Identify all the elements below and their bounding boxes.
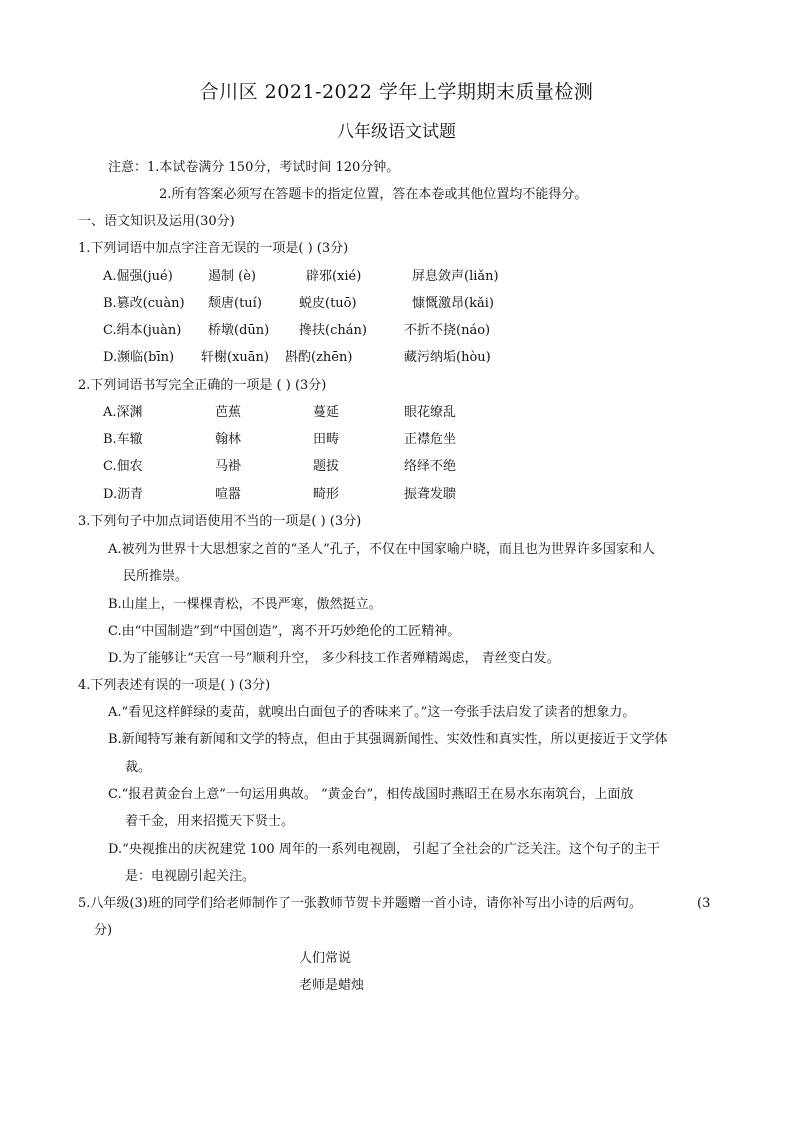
q2-option-a-col4: 眼花缭乱 bbox=[404, 405, 457, 420]
q2-stem: 2.下列词语书写完全正确的一项是 ( ) (3分) bbox=[78, 378, 327, 393]
notice-line-1: 注意：1.本试卷满分 150分，考试时间 120分钟。 bbox=[108, 160, 400, 175]
q2-option-b-col4: 正襟危坐 bbox=[404, 432, 457, 447]
q2-option-c-col3: 题拔 bbox=[313, 459, 340, 474]
q2-option-c-col4: 络绎不绝 bbox=[404, 459, 457, 474]
notice-line-2: 2.所有答案必须写在答题卡的指定位置，答在本卷或其他位置均不能得分。 bbox=[159, 187, 588, 202]
q4-option-c: C.“报君黄金台上意”一句运用典故。 “黄金台”，相传战国时燕昭王在易水东南筑台，上面放 bbox=[108, 787, 634, 802]
q3-option-c: C.由“中国制造”到“中国创造”，离不开巧妙绝伦的工匠精神。 bbox=[108, 624, 461, 639]
q5-score: (3 bbox=[697, 896, 711, 911]
q1-option-d-col2: 轩榭(xuān) bbox=[201, 350, 269, 365]
q1-option-c-col4: 不折不挠(náo) bbox=[404, 323, 491, 338]
q1-stem: 1.下列词语中加点字注音无误的一项是( ) (3分) bbox=[78, 241, 349, 256]
q2-option-c-col1: C.佃农 bbox=[103, 459, 143, 474]
q1-option-d-col1: D.濒临(bīn) bbox=[103, 350, 175, 365]
q1-option-a-col3: 辟邪(xié) bbox=[306, 269, 362, 284]
q1-option-a-col4: 屏息敛声(liǎn) bbox=[412, 269, 499, 284]
q1-option-b-col4: 慷慨激昂(kǎi) bbox=[412, 296, 494, 311]
q2-option-b-col1: B.车辙 bbox=[103, 432, 143, 447]
q1-option-c-col1: C.绢本(juàn) bbox=[103, 323, 182, 338]
q2-option-a-col1: A.深渊 bbox=[103, 405, 143, 420]
section-heading: 一、语文知识及运用(30分) bbox=[78, 214, 235, 229]
q1-option-c-col2: 桥墩(dūn) bbox=[208, 323, 270, 338]
q3-stem: 3.下列句子中加点词语使用不当的一项是( ) (3分) bbox=[78, 514, 362, 529]
q5-poem-line-2: 老师是蜡烛 bbox=[299, 978, 365, 993]
q4-option-b: B.新闻特写兼有新闻和文学的特点，但由于其强调新闻性、实效性和真实性，所以更接近于文学体 bbox=[108, 732, 668, 747]
q2-option-c-col2: 马褂 bbox=[215, 459, 242, 474]
q5-stem-continued: 分) bbox=[94, 923, 113, 938]
q1-option-a-col2: 遏制 (è) bbox=[208, 269, 256, 284]
q1-option-a-col1: A.倔强(jué) bbox=[103, 269, 173, 284]
page-title: 合川区 2021-2022 学年上学期期末质量检测 bbox=[199, 81, 594, 103]
q4-option-d: D.“央视推出的庆祝建党 100 周年的一系列电视剧， 引起了全社会的广泛关注。这个句子的主干 bbox=[108, 842, 660, 857]
q1-option-d-col3: 斟酌(zhēn) bbox=[285, 350, 353, 365]
q2-option-b-col2: 翰林 bbox=[215, 432, 242, 447]
q2-option-a-col3: 蔓延 bbox=[313, 405, 340, 420]
q4-option-a: A.“看见这样鲜绿的麦苗，就嗅出白面包子的香味来了。”这一夸张手法启发了读者的想象力。 bbox=[108, 705, 636, 720]
page-subtitle: 八年级语文试题 bbox=[337, 122, 456, 142]
q3-option-a: A.被列为世界十大思想家之首的“圣人”孔子，不仅在中国家喻户晓，而且也为世界许多国家和人 bbox=[108, 542, 655, 557]
q2-option-d-col4: 振聋发聩 bbox=[404, 487, 457, 502]
q2-option-d-col3: 畸形 bbox=[313, 487, 340, 502]
q4-stem: 4.下列表述有误的一项是( ) (3分) bbox=[78, 678, 271, 693]
q4-option-c-continued: 着千金，用来招揽天下贤士。 bbox=[125, 814, 295, 829]
q5-poem-line-1: 人们常说 bbox=[299, 951, 352, 966]
q2-option-b-col3: 田畴 bbox=[313, 432, 340, 447]
q5-stem: 5.八年级(3)班的同学们给老师制作了一张教师节贺卡并题赠一首小诗，请你补写出小诗的后两句。 bbox=[78, 896, 642, 911]
q1-option-b-col3: 蜕皮(tuō) bbox=[299, 296, 357, 311]
q2-option-a-col2: 芭蕉 bbox=[215, 405, 242, 420]
q4-option-d-continued: 是：电视剧引起关注。 bbox=[125, 869, 256, 884]
q2-option-d-col1: D.沥青 bbox=[103, 487, 144, 502]
q1-option-d-col4: 藏污纳垢(hòu) bbox=[404, 350, 491, 365]
q3-option-a-continued: 民所推崇。 bbox=[123, 569, 189, 584]
q4-option-b-continued: 裁。 bbox=[125, 760, 152, 775]
q3-option-b: B.山崖上，一棵棵青松，不畏严寒，傲然挺立。 bbox=[108, 597, 382, 612]
q1-option-b-col2: 颓唐(tuí) bbox=[208, 296, 262, 311]
q2-option-d-col2: 喧嚣 bbox=[215, 487, 242, 502]
q3-option-d: D.为了能够让“天宫一号”顺利升空， 多少科技工作者殚精竭虑， 青丝变白发。 bbox=[108, 651, 560, 666]
q1-option-b-col1: B.篡改(cuàn) bbox=[103, 296, 185, 311]
q1-option-c-col3: 搀扶(chán) bbox=[299, 323, 367, 338]
